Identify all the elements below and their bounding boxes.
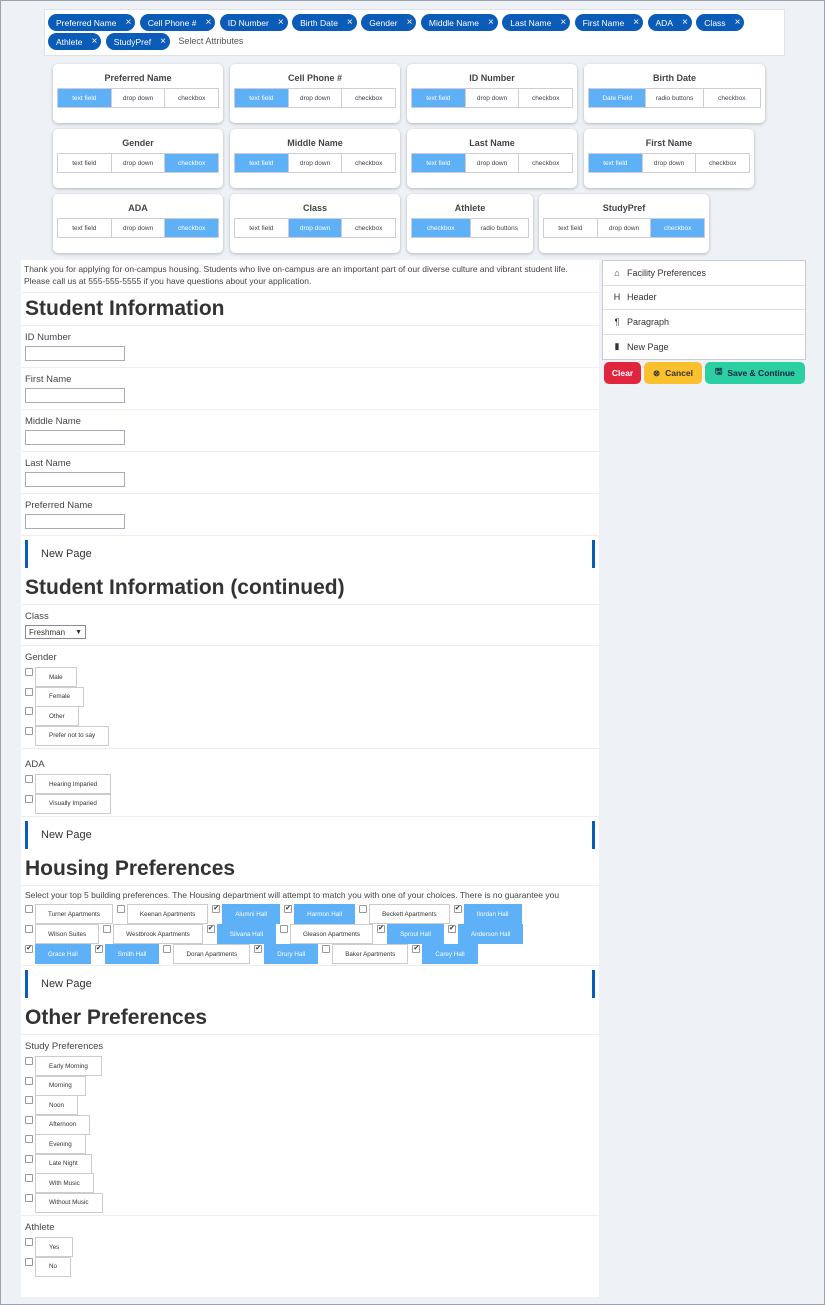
checkbox-option[interactable] [25,1256,595,1276]
field-type-option[interactable]: text field [589,154,643,172]
attribute-card [407,64,577,123]
text-field-group [21,494,599,536]
field-type-option[interactable]: checkbox [165,219,218,237]
attribute-tag[interactable] [696,14,744,31]
field-type-options [588,153,750,173]
building-label: Smith Hall [105,944,160,964]
field-type-options [234,88,396,108]
building-label: Gleason Apartments [290,924,373,944]
checkbox-option[interactable] [25,773,595,793]
new-page-divider[interactable]: New Page [25,540,595,568]
checkbox[interactable]: ✔ [285,905,292,912]
field-type-option[interactable]: checkbox [354,94,383,102]
attribute-card [584,64,765,123]
text-field-group [21,452,599,494]
dropdown-arrow-icon: ▼ [75,628,82,636]
field-type-option[interactable]: drop down [289,154,343,172]
close-icon[interactable]: × [160,35,166,47]
checkbox[interactable] [322,945,330,953]
checkbox-option[interactable] [25,1114,595,1134]
section-header: Student Information (continued) [21,572,599,605]
checkbox[interactable] [280,925,288,933]
housing-option[interactable] [103,923,203,943]
text-field-group [21,410,599,452]
text-input[interactable] [25,430,125,445]
option-label: Male [35,667,77,687]
field-type-option[interactable]: checkbox [718,94,746,102]
attribute-card [53,194,223,253]
checkbox[interactable]: ✔ [213,905,220,912]
field-type-option[interactable]: drop down [466,89,520,107]
field-type-option[interactable]: checkbox [165,154,218,172]
tag-label: Preferred Name [56,17,117,28]
tag-label: Middle Name [428,17,479,28]
field-type-option[interactable]: checkbox [531,159,560,167]
housing-option[interactable] [322,943,408,963]
attribute-tag[interactable] [575,14,643,31]
field-type-option[interactable]: checkbox [708,159,737,167]
housing-option[interactable] [454,903,522,923]
attribute-card [407,194,533,253]
field-type-options [57,153,219,173]
text-input[interactable] [25,514,125,529]
section-header: Student Information [21,293,599,326]
tag-label: Gender [369,17,398,28]
save-icon: 🖫 [715,366,723,376]
checkbox[interactable] [25,1194,33,1202]
housing-option[interactable] [25,943,91,963]
option-label: Prefer not to say [35,726,109,746]
checkbox[interactable]: ✔ [448,925,455,932]
header-icon: H [613,292,621,303]
checkbox-option[interactable] [25,725,595,745]
building-label: Ilordan Hall [464,904,522,924]
attribute-tag[interactable] [106,33,170,50]
housing-option[interactable] [25,903,113,923]
field-type-option[interactable]: checkbox [412,219,471,237]
field-type-option[interactable]: text field [235,154,289,172]
field-type-option[interactable]: drop down [112,89,166,107]
card-title: ID Number [469,73,515,83]
attribute-card [539,194,709,253]
field-type-option[interactable]: drop down [112,219,166,237]
card-title: Middle Name [287,138,343,148]
field-type-option[interactable]: checkbox [354,224,383,232]
field-label: Preferred Name [25,500,93,511]
checkbox-option[interactable] [25,705,595,725]
attribute-search-placeholder[interactable]: Select Attributes [178,36,244,46]
card-title: StudyPref [602,203,646,213]
checkbox-option[interactable] [25,666,595,686]
field-type-options [411,153,573,173]
attribute-card [53,64,223,123]
field-type-option[interactable]: text field [235,219,289,237]
building-label: Grace Hall [35,944,91,964]
close-icon[interactable]: × [734,16,741,28]
close-icon[interactable]: × [205,16,212,28]
housing-instructions: Select your top 5 building preferences. The Housing department will attempt to match you with one of your choices. There is no guarantee you [25,890,560,900]
checkbox-option[interactable] [25,1153,595,1173]
building-label: Baker Apartments [332,944,408,964]
select-value: Freshman [29,627,66,637]
checkbox[interactable] [359,905,367,913]
field-label: Middle Name [25,416,81,427]
building-label: Beckett Apartments [369,904,450,924]
field-type-option[interactable]: checkbox [177,94,206,102]
checkbox[interactable] [25,707,33,715]
checkbox[interactable]: ✔ [26,945,32,952]
attribute-tag[interactable] [502,14,570,31]
cancel-button[interactable] [644,362,702,384]
attribute-tag[interactable] [140,14,216,31]
attribute-tag[interactable] [421,14,498,31]
card-title: Gender [122,138,154,148]
palette-item[interactable] [603,261,805,286]
building-label: Harmon Hall [294,904,355,924]
home-icon: ⌂ [614,267,620,278]
attribute-card [230,129,400,188]
tag-label: ID Number [227,17,269,28]
option-label: Visually Imparied [35,794,111,814]
field-label: ADA [25,759,45,770]
checkbox-option[interactable] [25,1236,595,1256]
attribute-tag[interactable] [648,14,692,31]
field-type-option[interactable]: drop down [598,219,652,237]
field-type-option[interactable]: text field [544,219,598,237]
checkbox-option[interactable] [25,1172,595,1192]
housing-option[interactable] [448,923,524,943]
option-label: Yes [35,1237,73,1257]
housing-option[interactable] [25,923,99,943]
building-label: Turner Apartments [35,904,113,924]
tag-label: ADA [655,17,673,28]
field-type-option[interactable]: text field [235,89,289,107]
housing-option[interactable] [254,943,318,963]
checkbox[interactable]: ✔ [378,925,384,932]
close-icon[interactable]: × [346,16,353,28]
checkbox[interactable] [25,1258,33,1266]
tag-label: First Name [582,17,625,28]
housing-option[interactable] [117,903,208,923]
checkbox-option[interactable] [25,793,595,813]
field-type-option[interactable]: text field [58,89,112,107]
tag-label: StudyPref [113,36,152,47]
tag-label: Birth Date [300,17,338,28]
checkbox[interactable] [25,1096,33,1104]
close-icon[interactable]: × [277,16,284,28]
housing-option[interactable] [284,903,355,923]
housing-row [25,943,595,963]
checkbox[interactable] [25,668,33,676]
building-label: Alumni Hall [222,904,280,924]
checkbox[interactable]: ✔ [207,925,214,932]
field-type-options [57,88,219,108]
text-field-group [21,368,599,410]
close-icon[interactable]: × [487,16,494,28]
close-icon[interactable]: × [125,16,132,28]
checkbox-option[interactable] [25,1133,595,1153]
field-type-options [588,88,761,108]
field-type-option[interactable]: checkbox [531,94,560,102]
field-type-options [234,218,396,238]
attribute-tag[interactable] [220,14,288,31]
attribute-card [53,129,223,188]
option-label: Afternoon [35,1115,90,1135]
building-label: Silvana Hall [217,924,276,944]
tag-label: Athlete [56,36,83,47]
building-label: Carey Hall [422,944,477,964]
attribute-card [407,129,577,188]
study-field [21,1035,599,1216]
text-field-group [21,326,599,368]
option-label: Late Night [35,1154,92,1174]
housing-option[interactable] [377,923,444,943]
field-label: ID Number [25,332,71,343]
field-type-option[interactable]: drop down [289,219,343,237]
attribute-tag[interactable] [292,14,357,31]
option-label: Evening [35,1134,86,1154]
tag-label: Cell Phone # [147,17,197,28]
checkbox-option[interactable] [25,1075,595,1095]
option-label: Hearing Imparied [35,774,111,794]
housing-option[interactable] [412,943,477,963]
checkbox[interactable] [25,1116,33,1124]
field-type-option[interactable]: text field [58,154,112,172]
card-title: Cell Phone # [287,73,342,83]
close-icon[interactable]: × [91,35,98,47]
palette-item-label: Paragraph [627,316,670,327]
housing-row [25,923,595,943]
checkbox[interactable] [25,925,33,933]
element-palette [602,260,806,360]
attribute-card [230,64,400,123]
checkbox[interactable] [163,945,171,953]
building-label: Drury Hall [264,944,318,964]
palette-item-label: Facility Preferences [627,267,707,278]
card-title: Athlete [454,203,486,213]
tag-label: Class [704,17,726,28]
field-type-option[interactable]: text field [58,219,112,237]
field-type-option[interactable]: radio buttons [646,89,703,107]
field-label: Study Preferences [25,1041,104,1052]
field-type-option[interactable]: radio buttons [480,224,519,232]
field-type-option[interactable]: checkbox [651,219,704,237]
checkbox[interactable]: ✔ [95,945,102,952]
palette-item[interactable] [603,335,805,360]
form-preview [21,260,599,1297]
intro-paragraph: Thank you for applying for on-campus housing. Students who live on-campus are an important part of our diverse culture and vibrant student life. Please call us at 555-555-5555 if you have questions about your application. [21,260,599,293]
palette-item-label: New Page [627,341,669,352]
checkbox[interactable] [117,905,125,913]
checkbox[interactable] [25,1155,33,1163]
option-label: Morning [35,1076,86,1096]
option-label: Without Music [35,1193,103,1213]
checkbox[interactable] [25,688,33,696]
text-input[interactable] [25,388,125,403]
field-label: Class [25,611,49,622]
new-page-divider[interactable]: New Page [25,821,595,849]
field-type-option[interactable]: text field [412,154,466,172]
checkbox[interactable]: ✔ [413,945,420,952]
class-select[interactable] [25,625,86,639]
housing-option[interactable] [95,943,160,963]
field-type-option[interactable]: drop down [112,154,166,172]
checkbox[interactable] [25,1077,33,1085]
checkbox-option[interactable] [25,686,595,706]
card-title: First Name [645,138,693,148]
option-label: With Music [35,1173,94,1193]
close-icon[interactable]: × [406,16,413,28]
attribute-tag[interactable] [48,14,135,31]
close-icon[interactable]: × [633,16,640,28]
housing-option[interactable] [280,923,373,943]
field-type-option[interactable]: drop down [289,89,343,107]
attribute-card [584,129,754,188]
checkbox[interactable] [25,1238,33,1246]
save-continue-button[interactable] [705,362,805,384]
housing-option[interactable] [163,943,250,963]
option-label: Other [35,706,79,726]
field-type-options [234,153,396,173]
option-label: Female [35,687,84,707]
attribute-selector[interactable] [44,9,785,56]
option-label: Noon [35,1095,78,1115]
checkbox[interactable] [25,795,33,803]
checkbox[interactable] [25,727,33,735]
housing-option[interactable] [359,903,450,923]
class-field [21,605,599,646]
card-title: ADA [128,203,148,213]
checkbox[interactable] [25,1135,33,1143]
field-label: Athlete [25,1222,55,1233]
section-header: Housing Preferences [21,853,599,886]
housing-option[interactable] [207,923,276,943]
attribute-tag[interactable] [48,33,101,50]
checkbox-option[interactable] [25,1094,595,1114]
card-title: Last Name [469,138,515,148]
section-header: Other Preferences [21,1002,599,1035]
checkbox[interactable]: ✔ [255,945,262,952]
paragraph-icon: ¶ [614,316,620,327]
palette-item-label: Header [627,292,657,303]
option-label: No [35,1257,71,1277]
field-type-option[interactable]: checkbox [354,159,383,167]
field-label: First Name [25,374,72,385]
clear-button[interactable] [604,362,641,384]
checkbox-option[interactable] [25,1055,595,1075]
card-title: Preferred Name [104,73,172,83]
athlete-field [21,1216,599,1279]
field-type-option[interactable]: drop down [466,154,520,172]
tag-label: Last Name [510,17,552,28]
building-label: Keenan Apartments [127,904,208,924]
checkbox-option[interactable] [25,1192,595,1212]
checkbox[interactable] [25,775,33,783]
cancel-label: Cancel [665,368,693,378]
checkbox[interactable] [25,1057,33,1065]
housing-row [25,903,595,923]
field-type-option[interactable]: drop down [643,154,697,172]
building-label: Westbrook Apartments [113,924,203,944]
building-label: Doran Apartments [173,944,250,964]
save-label: Save & Continue [727,368,795,378]
field-type-option[interactable]: text field [412,89,466,107]
close-icon[interactable]: × [682,16,688,28]
gender-field [21,646,599,749]
cancel-icon: ⊗ [653,367,661,378]
attribute-card [230,194,400,253]
building-label: Anderson Hall [458,924,524,944]
text-input[interactable] [25,472,125,487]
housing-option[interactable] [212,903,280,923]
close-icon[interactable]: × [560,16,567,28]
palette-item[interactable] [603,310,805,335]
palette-item[interactable] [603,286,805,311]
field-type-option[interactable]: Date Field [589,89,646,107]
housing-field [21,886,599,966]
attribute-tag[interactable] [361,14,416,31]
card-title: Birth Date [652,73,696,83]
checkbox[interactable] [103,925,111,933]
checkbox[interactable] [25,1174,33,1182]
card-title: Class [302,203,328,213]
checkbox[interactable] [25,905,33,913]
ada-field [21,749,599,817]
field-type-options [411,88,573,108]
new-page-divider[interactable]: New Page [25,970,595,998]
building-label: Wilson Suites [35,924,99,944]
clear-label: Clear [611,368,634,378]
building-label: Sproul Hall [387,924,444,944]
text-input[interactable] [25,346,125,361]
field-type-options [543,218,705,238]
field-label: Last Name [25,458,71,469]
option-label: Early Morning [35,1056,102,1076]
field-type-options [57,218,219,238]
file-icon: ▮ [614,341,620,352]
checkbox[interactable]: ✔ [454,905,461,912]
field-label: Gender [25,652,57,663]
field-type-options [411,218,529,238]
